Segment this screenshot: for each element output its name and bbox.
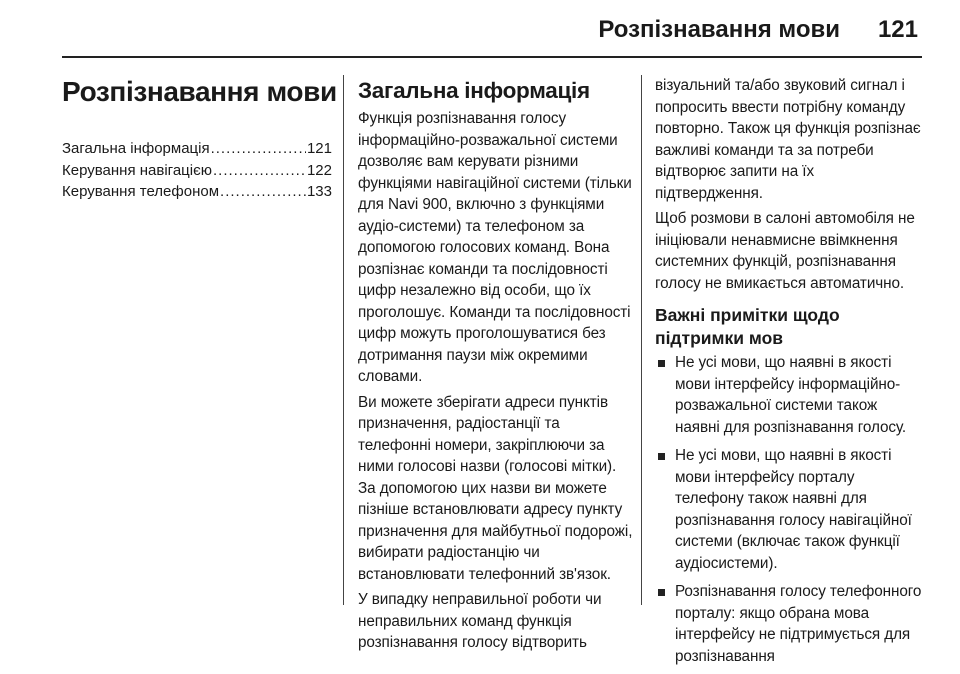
toc-entry-page: 121 <box>306 140 332 157</box>
bullet-item <box>655 352 925 438</box>
column-divider <box>641 75 642 605</box>
toc-leader-dots <box>211 138 306 160</box>
running-header-title: Розпізнавання мови <box>598 16 840 43</box>
toc-entry-page: 122 <box>306 161 332 179</box>
page-number: 121 <box>877 16 918 43</box>
toc-entry[interactable] <box>62 181 332 203</box>
bullet-text: Розпізнавання голосу телефонного порталу: якщо обрана мова інтерфейсу не підтримується для розпізнавання <box>675 583 922 665</box>
bullet-item <box>655 581 925 667</box>
toc-entry-label: Загальна інформація <box>62 140 210 157</box>
square-bullet-icon <box>658 453 665 460</box>
body-paragraph: візуальний та/або звуковий сигнал і попросить ввести потрібну команду повторно. Також ця функція розпізнає важливі команди та за потреби відтворює запити на їх підтвердження. <box>655 77 921 202</box>
body-paragraph: Функція розпізнавання голосу інформаційно-розважальної системи дозволяє вам керувати різними функціями навігаційної системи (тільки для Navi 900, включно з функціями аудіо-системи) та телефоном за допомогою голосових команд. Вона розпізнає команди та послідовності цифр незалежно від особи, що їх проголошує. Команди та послідовності цифр можуть проголошуватися без дотримання паузи між окремими словами. <box>358 110 632 385</box>
toc-entry[interactable] <box>62 160 332 182</box>
toc-leader-dots <box>213 160 306 182</box>
square-bullet-icon <box>658 589 665 596</box>
toc-leader-dots <box>220 181 306 203</box>
toc-entry[interactable] <box>62 138 332 160</box>
bullet-text: Не усі мови, що наявні в якості мови інтерфейсу порталу телефону також наявні для розпізнавання голосу навігаційної системи (включає також функції аудіосистеми). <box>675 447 912 572</box>
section-title: Загальна інформація <box>358 78 590 103</box>
toc-entry-label: Керування навігацією <box>62 161 212 179</box>
bullet-text: Не усі мови, що наявні в якості мови інтерфейсу інформаційно-розважальної системи також наявні для розпізнавання голосу. <box>675 354 907 436</box>
column-1 <box>62 70 337 203</box>
page-header <box>0 0 960 50</box>
square-bullet-icon <box>658 360 665 367</box>
bullet-item <box>655 445 925 574</box>
body-paragraph: У випадку неправильної роботи чи неправильних команд функція розпізнавання голосу відтворить <box>358 591 602 651</box>
column-divider <box>343 75 344 605</box>
body-paragraph: Щоб розмови в салоні автомобіля не ініціювали ненавмисне ввімкнення системних функцій, розпізнавання голосу не вмикається автоматично. <box>655 210 915 292</box>
column-3 <box>655 70 925 674</box>
toc-entry-label: Керування телефоном <box>62 183 220 200</box>
table-of-contents <box>62 138 332 203</box>
toc-entry-page: 133 <box>306 183 332 200</box>
chapter-title: Розпізнавання мови <box>62 76 337 107</box>
body-paragraph: Ви можете зберігати адреси пунктів призначення, радіостанції та телефонні номери, закріплюючи за ними голосові назви (голосові мітки). За допомогою цих назви ви можете пізніше встановлювати адресу пункту призначення для майбутньої подорожі, вибирати радіостанцію чи встановлювати телефонний зв'язок. <box>358 393 633 583</box>
column-2 <box>358 70 634 658</box>
header-rule <box>62 56 922 58</box>
subsection-heading: Важні примітки щодо підтримки мов <box>655 305 840 348</box>
